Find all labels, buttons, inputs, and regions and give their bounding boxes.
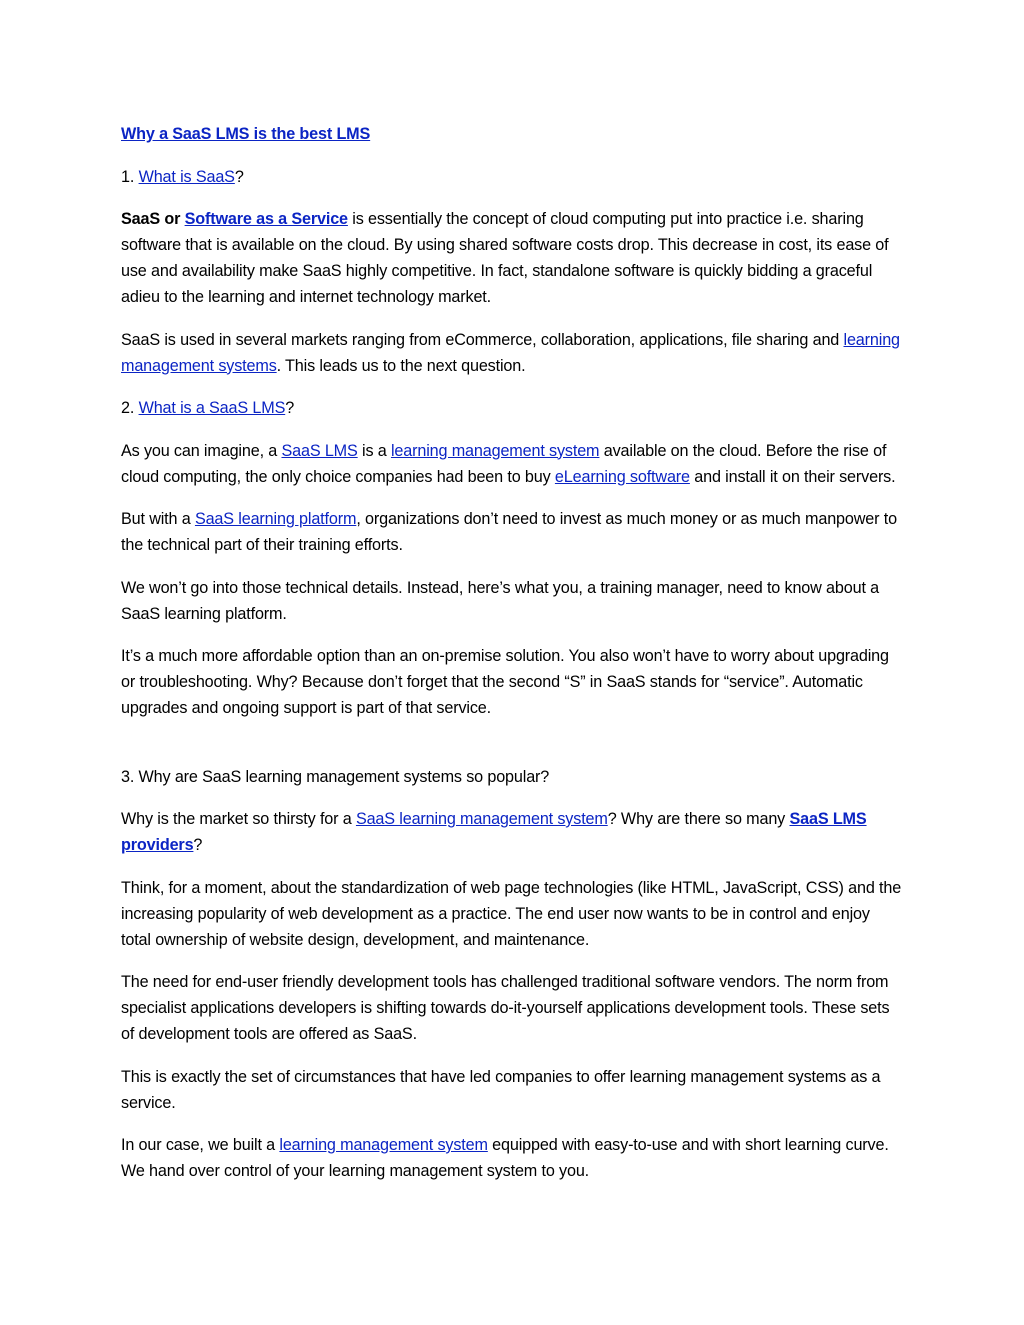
question-mark: ? bbox=[234, 167, 244, 186]
learning-management-system-link-2[interactable]: learning management system bbox=[279, 1136, 488, 1154]
what-is-a-saas-lms-link[interactable]: What is a SaaS LMS bbox=[138, 399, 286, 417]
software-as-a-service-link[interactable]: Software as a Service bbox=[184, 210, 348, 228]
section-number: 2. bbox=[121, 399, 139, 417]
paragraph-text: is essentially the concept of cloud computing put into practice i.e. sharing software that is available on the cloud. By using shared software costs drop. This decrease in cost, its ease of use and availability make SaaS highly competitive. In fact, standalone software is quickly bidding a graceful adieu to the learning and internet technology market. bbox=[121, 210, 889, 306]
section-heading-2 bbox=[121, 395, 903, 421]
what-is-saas-link[interactable]: What is SaaS bbox=[138, 167, 235, 186]
paragraph-circumstances: This is exactly the set of circumstances that have led companies to offer learning management systems as a service. bbox=[121, 1067, 881, 1112]
paragraph-technical-details: We won’t go into those technical details. Instead, here’s what you, a training manager, need to know about a SaaS learning platform. bbox=[121, 578, 879, 623]
paragraph-saas-platform bbox=[121, 506, 903, 558]
saas-or-label: SaaS or bbox=[121, 210, 185, 228]
section-heading-1 bbox=[121, 164, 903, 190]
paragraph-saas-definition bbox=[121, 206, 903, 310]
paragraph-text: available on the cloud. Before the rise of cloud computing, the only choice companies had been to buy bbox=[121, 441, 887, 486]
paragraph-text: SaaS is used in several markets ranging from eCommerce, collaboration, applications, file sharing and bbox=[121, 330, 844, 349]
paragraph-text: Why is the market so thirsty for a bbox=[121, 810, 356, 828]
paragraph-saas-lms bbox=[121, 438, 903, 490]
saas-lms-link[interactable]: SaaS LMS bbox=[281, 441, 358, 460]
paragraph-text: . This leads us to the next question. bbox=[276, 356, 526, 375]
paragraph-text: ? Why are there so many bbox=[607, 810, 790, 828]
document-body bbox=[121, 121, 903, 1201]
paragraph-text: In our case, we built a bbox=[121, 1136, 280, 1154]
paragraph-text: and install it on their servers. bbox=[689, 467, 896, 486]
paragraph-market-thirst bbox=[121, 806, 903, 858]
learning-management-systems-link[interactable]: learning management systems bbox=[121, 330, 900, 375]
section-number: 1. bbox=[121, 167, 139, 186]
section-heading-3: 3. Why are SaaS learning management systems so popular? bbox=[121, 767, 550, 786]
paragraph-our-case bbox=[121, 1132, 903, 1184]
paragraph-text: As you can imagine, a bbox=[121, 441, 282, 460]
saas-learning-platform-link[interactable]: SaaS learning platform bbox=[194, 510, 357, 528]
paragraph-text: equipped with easy-to-use and with short learning curve. We hand over control of your learning management system to you. bbox=[121, 1136, 889, 1180]
paragraph-development-tools: The need for end-user friendly development tools has challenged traditional software vendors. The norm from specialist applications developers is shifting towards do-it-yourself applications development tools. These sets of development tools are offered as SaaS. bbox=[121, 973, 890, 1043]
paragraph-saas-markets bbox=[121, 327, 903, 379]
elearning-software-link[interactable]: eLearning software bbox=[554, 467, 690, 486]
document-title bbox=[121, 121, 903, 147]
paragraph-affordable-option: It’s a much more affordable option than an on-premise solution. You also won’t have to worry about upgrading or troubleshooting. Why? Because don’t forget that the second “S” in SaaS stands for “service”. Automatic upgrades and ongoing support is part of that service. bbox=[121, 647, 889, 717]
paragraph-text: is a bbox=[357, 441, 391, 460]
saas-learning-management-system-link[interactable]: SaaS learning management system bbox=[355, 810, 608, 828]
paragraph-text: , organizations don’t need to invest as much money or as much manpower to the technical part of their training efforts. bbox=[121, 510, 897, 554]
paragraph-text: ? bbox=[193, 836, 203, 854]
spacer bbox=[121, 738, 903, 764]
saas-lms-providers-link[interactable]: SaaS LMS providers bbox=[121, 810, 867, 854]
paragraph-web-standards: Think, for a moment, about the standardization of web page technologies (like HTML, JavaScript, CSS) and the increasing popularity of web development as a practice. The end user now wants to be in control and enjoy total ownership of website design, development, and maintenance. bbox=[121, 878, 902, 949]
paragraph-text: But with a bbox=[121, 510, 195, 528]
learning-management-system-link[interactable]: learning management system bbox=[390, 441, 600, 460]
title-link[interactable]: Why a SaaS LMS is the best LMS bbox=[121, 125, 371, 143]
question-mark: ? bbox=[285, 399, 295, 417]
